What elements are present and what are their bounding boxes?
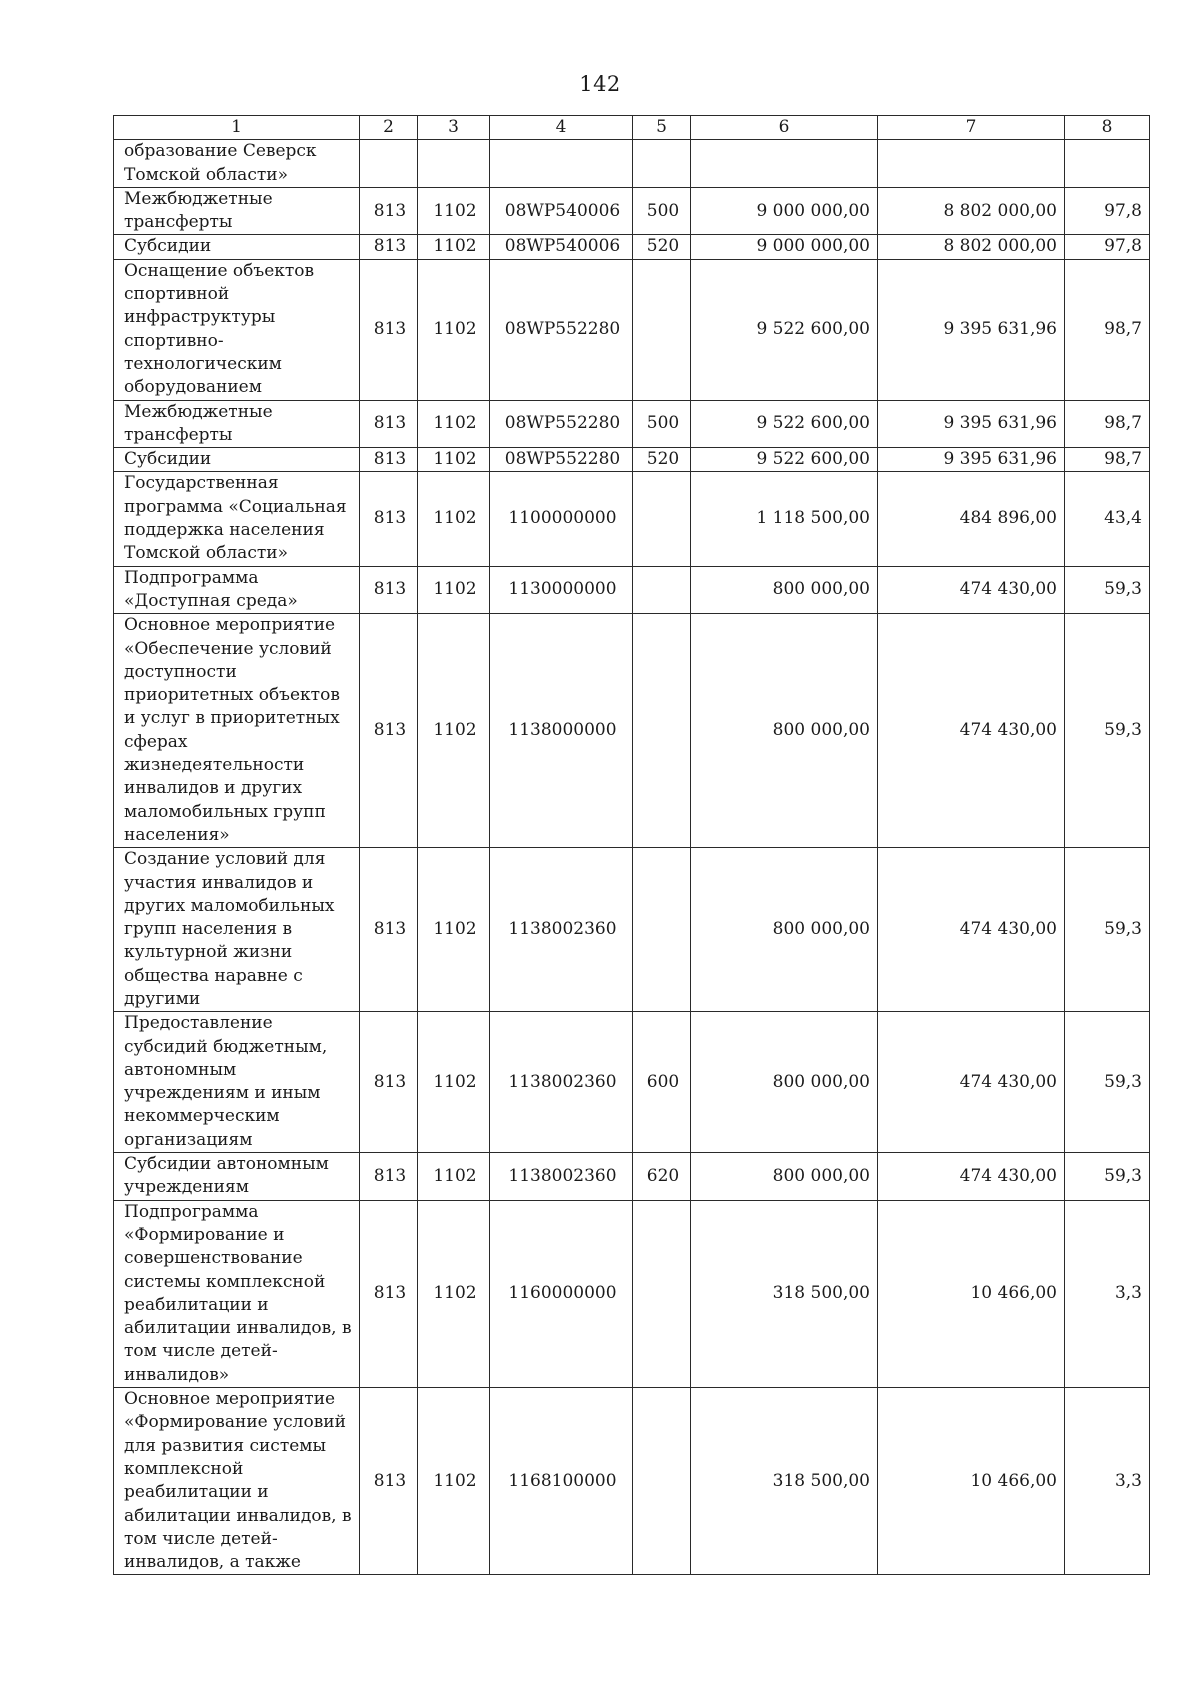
executed-amount-cell: 8 802 000,00 — [878, 187, 1065, 235]
expense-type-cell: 520 — [633, 235, 691, 259]
target-article-cell: 08WP552280 — [490, 259, 633, 400]
admin-code-cell: 813 — [360, 848, 418, 1012]
expense-type-cell — [633, 1388, 691, 1575]
row-name-cell: Подпрограмма «Формирование и совершенствование системы комплексной реабилитации и абилитации инвалидов, в том числе детей-инвалидов» — [114, 1200, 360, 1387]
execution-percent-cell: 3,3 — [1065, 1388, 1150, 1575]
executed-amount-cell: 10 466,00 — [878, 1200, 1065, 1387]
executed-amount-cell: 9 395 631,96 — [878, 400, 1065, 448]
planned-amount-cell: 9 000 000,00 — [691, 187, 878, 235]
expense-type-cell — [633, 259, 691, 400]
section-code-cell: 1102 — [418, 1153, 490, 1201]
table-row — [114, 140, 1150, 188]
expense-type-cell — [633, 848, 691, 1012]
table-row — [114, 848, 1150, 1012]
admin-code-cell: 813 — [360, 1153, 418, 1201]
executed-amount-cell: 8 802 000,00 — [878, 235, 1065, 259]
admin-code-cell: 813 — [360, 566, 418, 614]
executed-amount-cell: 9 395 631,96 — [878, 259, 1065, 400]
admin-code-cell: 813 — [360, 259, 418, 400]
row-name-cell: образование Северск Томской области» — [114, 140, 360, 188]
admin-code-cell: 813 — [360, 448, 418, 472]
section-code-cell: 1102 — [418, 187, 490, 235]
expense-type-cell — [633, 1200, 691, 1387]
expense-type-cell — [633, 140, 691, 188]
target-article-cell: 1100000000 — [490, 472, 633, 566]
admin-code-cell: 813 — [360, 187, 418, 235]
row-name-cell: Подпрограмма «Доступная среда» — [114, 566, 360, 614]
table-header-row — [114, 116, 1150, 140]
executed-amount-cell: 10 466,00 — [878, 1388, 1065, 1575]
section-code-cell: 1102 — [418, 1012, 490, 1153]
executed-amount-cell: 474 430,00 — [878, 1153, 1065, 1201]
table-row — [114, 259, 1150, 400]
execution-percent-cell: 3,3 — [1065, 1200, 1150, 1387]
planned-amount-cell: 800 000,00 — [691, 848, 878, 1012]
row-name-cell: Субсидии автономным учреждениям — [114, 1153, 360, 1201]
table-row — [114, 566, 1150, 614]
target-article-cell: 1168100000 — [490, 1388, 633, 1575]
row-name-cell: Межбюджетные трансферты — [114, 400, 360, 448]
execution-percent-cell: 97,8 — [1065, 235, 1150, 259]
target-article-cell: 08WP540006 — [490, 187, 633, 235]
planned-amount-cell — [691, 140, 878, 188]
column-header: 3 — [418, 116, 490, 140]
admin-code-cell: 813 — [360, 235, 418, 259]
execution-percent-cell: 59,3 — [1065, 848, 1150, 1012]
column-header: 1 — [114, 116, 360, 140]
table-row — [114, 235, 1150, 259]
admin-code-cell: 813 — [360, 1200, 418, 1387]
executed-amount-cell — [878, 140, 1065, 188]
target-article-cell: 08WP552280 — [490, 400, 633, 448]
execution-percent-cell: 98,7 — [1065, 448, 1150, 472]
section-code-cell: 1102 — [418, 1200, 490, 1387]
planned-amount-cell: 800 000,00 — [691, 1153, 878, 1201]
section-code-cell: 1102 — [418, 259, 490, 400]
row-name-cell: Создание условий для участия инвалидов и других маломобильных групп населения в культурной жизни общества наравне с другими — [114, 848, 360, 1012]
executed-amount-cell: 474 430,00 — [878, 566, 1065, 614]
planned-amount-cell: 800 000,00 — [691, 566, 878, 614]
section-code-cell — [418, 140, 490, 188]
row-name-cell: Основное мероприятие «Обеспечение условий доступности приоритетных объектов и услуг в приоритетных сферах жизнедеятельности инвалидов и других маломобильных групп населения» — [114, 614, 360, 848]
planned-amount-cell: 800 000,00 — [691, 614, 878, 848]
execution-percent-cell: 98,7 — [1065, 400, 1150, 448]
page-number: 142 — [579, 72, 621, 96]
table-row — [114, 1012, 1150, 1153]
row-name-cell: Оснащение объектов спортивной инфраструктуры спортивно-технологическим оборудованием — [114, 259, 360, 400]
planned-amount-cell: 800 000,00 — [691, 1012, 878, 1153]
execution-percent-cell: 59,3 — [1065, 566, 1150, 614]
section-code-cell: 1102 — [418, 400, 490, 448]
executed-amount-cell: 474 430,00 — [878, 848, 1065, 1012]
table-row — [114, 187, 1150, 235]
column-header: 2 — [360, 116, 418, 140]
table-row — [114, 1153, 1150, 1201]
admin-code-cell: 813 — [360, 1012, 418, 1153]
planned-amount-cell: 9 522 600,00 — [691, 448, 878, 472]
planned-amount-cell: 318 500,00 — [691, 1200, 878, 1387]
table-row — [114, 1388, 1150, 1575]
expense-type-cell: 620 — [633, 1153, 691, 1201]
planned-amount-cell: 9 522 600,00 — [691, 400, 878, 448]
execution-percent-cell: 97,8 — [1065, 187, 1150, 235]
row-name-cell: Государственная программа «Социальная поддержка населения Томской области» — [114, 472, 360, 566]
executed-amount-cell: 9 395 631,96 — [878, 448, 1065, 472]
planned-amount-cell: 1 118 500,00 — [691, 472, 878, 566]
section-code-cell: 1102 — [418, 848, 490, 1012]
budget-table — [113, 115, 1150, 1575]
target-article-cell: 08WP552280 — [490, 448, 633, 472]
execution-percent-cell: 43,4 — [1065, 472, 1150, 566]
table-row — [114, 472, 1150, 566]
table-row — [114, 400, 1150, 448]
execution-percent-cell: 59,3 — [1065, 614, 1150, 848]
executed-amount-cell: 474 430,00 — [878, 1012, 1065, 1153]
expense-type-cell — [633, 614, 691, 848]
executed-amount-cell: 474 430,00 — [878, 614, 1065, 848]
executed-amount-cell: 484 896,00 — [878, 472, 1065, 566]
row-name-cell: Субсидии — [114, 448, 360, 472]
target-article-cell: 1138002360 — [490, 1012, 633, 1153]
target-article-cell: 1138000000 — [490, 614, 633, 848]
target-article-cell: 08WP540006 — [490, 235, 633, 259]
section-code-cell: 1102 — [418, 614, 490, 848]
target-article-cell: 1138002360 — [490, 848, 633, 1012]
expense-type-cell — [633, 472, 691, 566]
execution-percent-cell: 59,3 — [1065, 1153, 1150, 1201]
section-code-cell: 1102 — [418, 566, 490, 614]
admin-code-cell: 813 — [360, 400, 418, 448]
target-article-cell: 1130000000 — [490, 566, 633, 614]
planned-amount-cell: 9 522 600,00 — [691, 259, 878, 400]
expense-type-cell: 520 — [633, 448, 691, 472]
target-article-cell — [490, 140, 633, 188]
row-name-cell: Предоставление субсидий бюджетным, автономным учреждениям и иным некоммерческим организациям — [114, 1012, 360, 1153]
section-code-cell: 1102 — [418, 472, 490, 566]
section-code-cell: 1102 — [418, 1388, 490, 1575]
expense-type-cell: 500 — [633, 187, 691, 235]
execution-percent-cell: 98,7 — [1065, 259, 1150, 400]
column-header: 5 — [633, 116, 691, 140]
column-header: 7 — [878, 116, 1065, 140]
column-header: 8 — [1065, 116, 1150, 140]
execution-percent-cell — [1065, 140, 1150, 188]
expense-type-cell: 500 — [633, 400, 691, 448]
column-header: 4 — [490, 116, 633, 140]
execution-percent-cell: 59,3 — [1065, 1012, 1150, 1153]
admin-code-cell: 813 — [360, 614, 418, 848]
planned-amount-cell: 9 000 000,00 — [691, 235, 878, 259]
row-name-cell: Межбюджетные трансферты — [114, 187, 360, 235]
planned-amount-cell: 318 500,00 — [691, 1388, 878, 1575]
expense-type-cell — [633, 566, 691, 614]
admin-code-cell — [360, 140, 418, 188]
table-row — [114, 614, 1150, 848]
expense-type-cell: 600 — [633, 1012, 691, 1153]
target-article-cell: 1138002360 — [490, 1153, 633, 1201]
section-code-cell: 1102 — [418, 448, 490, 472]
row-name-cell: Основное мероприятие «Формирование условий для развития системы комплексной реабилитации и абилитации инвалидов, в том числе детей-инвалидов, а также — [114, 1388, 360, 1575]
row-name-cell: Субсидии — [114, 235, 360, 259]
table-row — [114, 1200, 1150, 1387]
section-code-cell: 1102 — [418, 235, 490, 259]
target-article-cell: 1160000000 — [490, 1200, 633, 1387]
admin-code-cell: 813 — [360, 472, 418, 566]
table-row — [114, 448, 1150, 472]
column-header: 6 — [691, 116, 878, 140]
admin-code-cell: 813 — [360, 1388, 418, 1575]
